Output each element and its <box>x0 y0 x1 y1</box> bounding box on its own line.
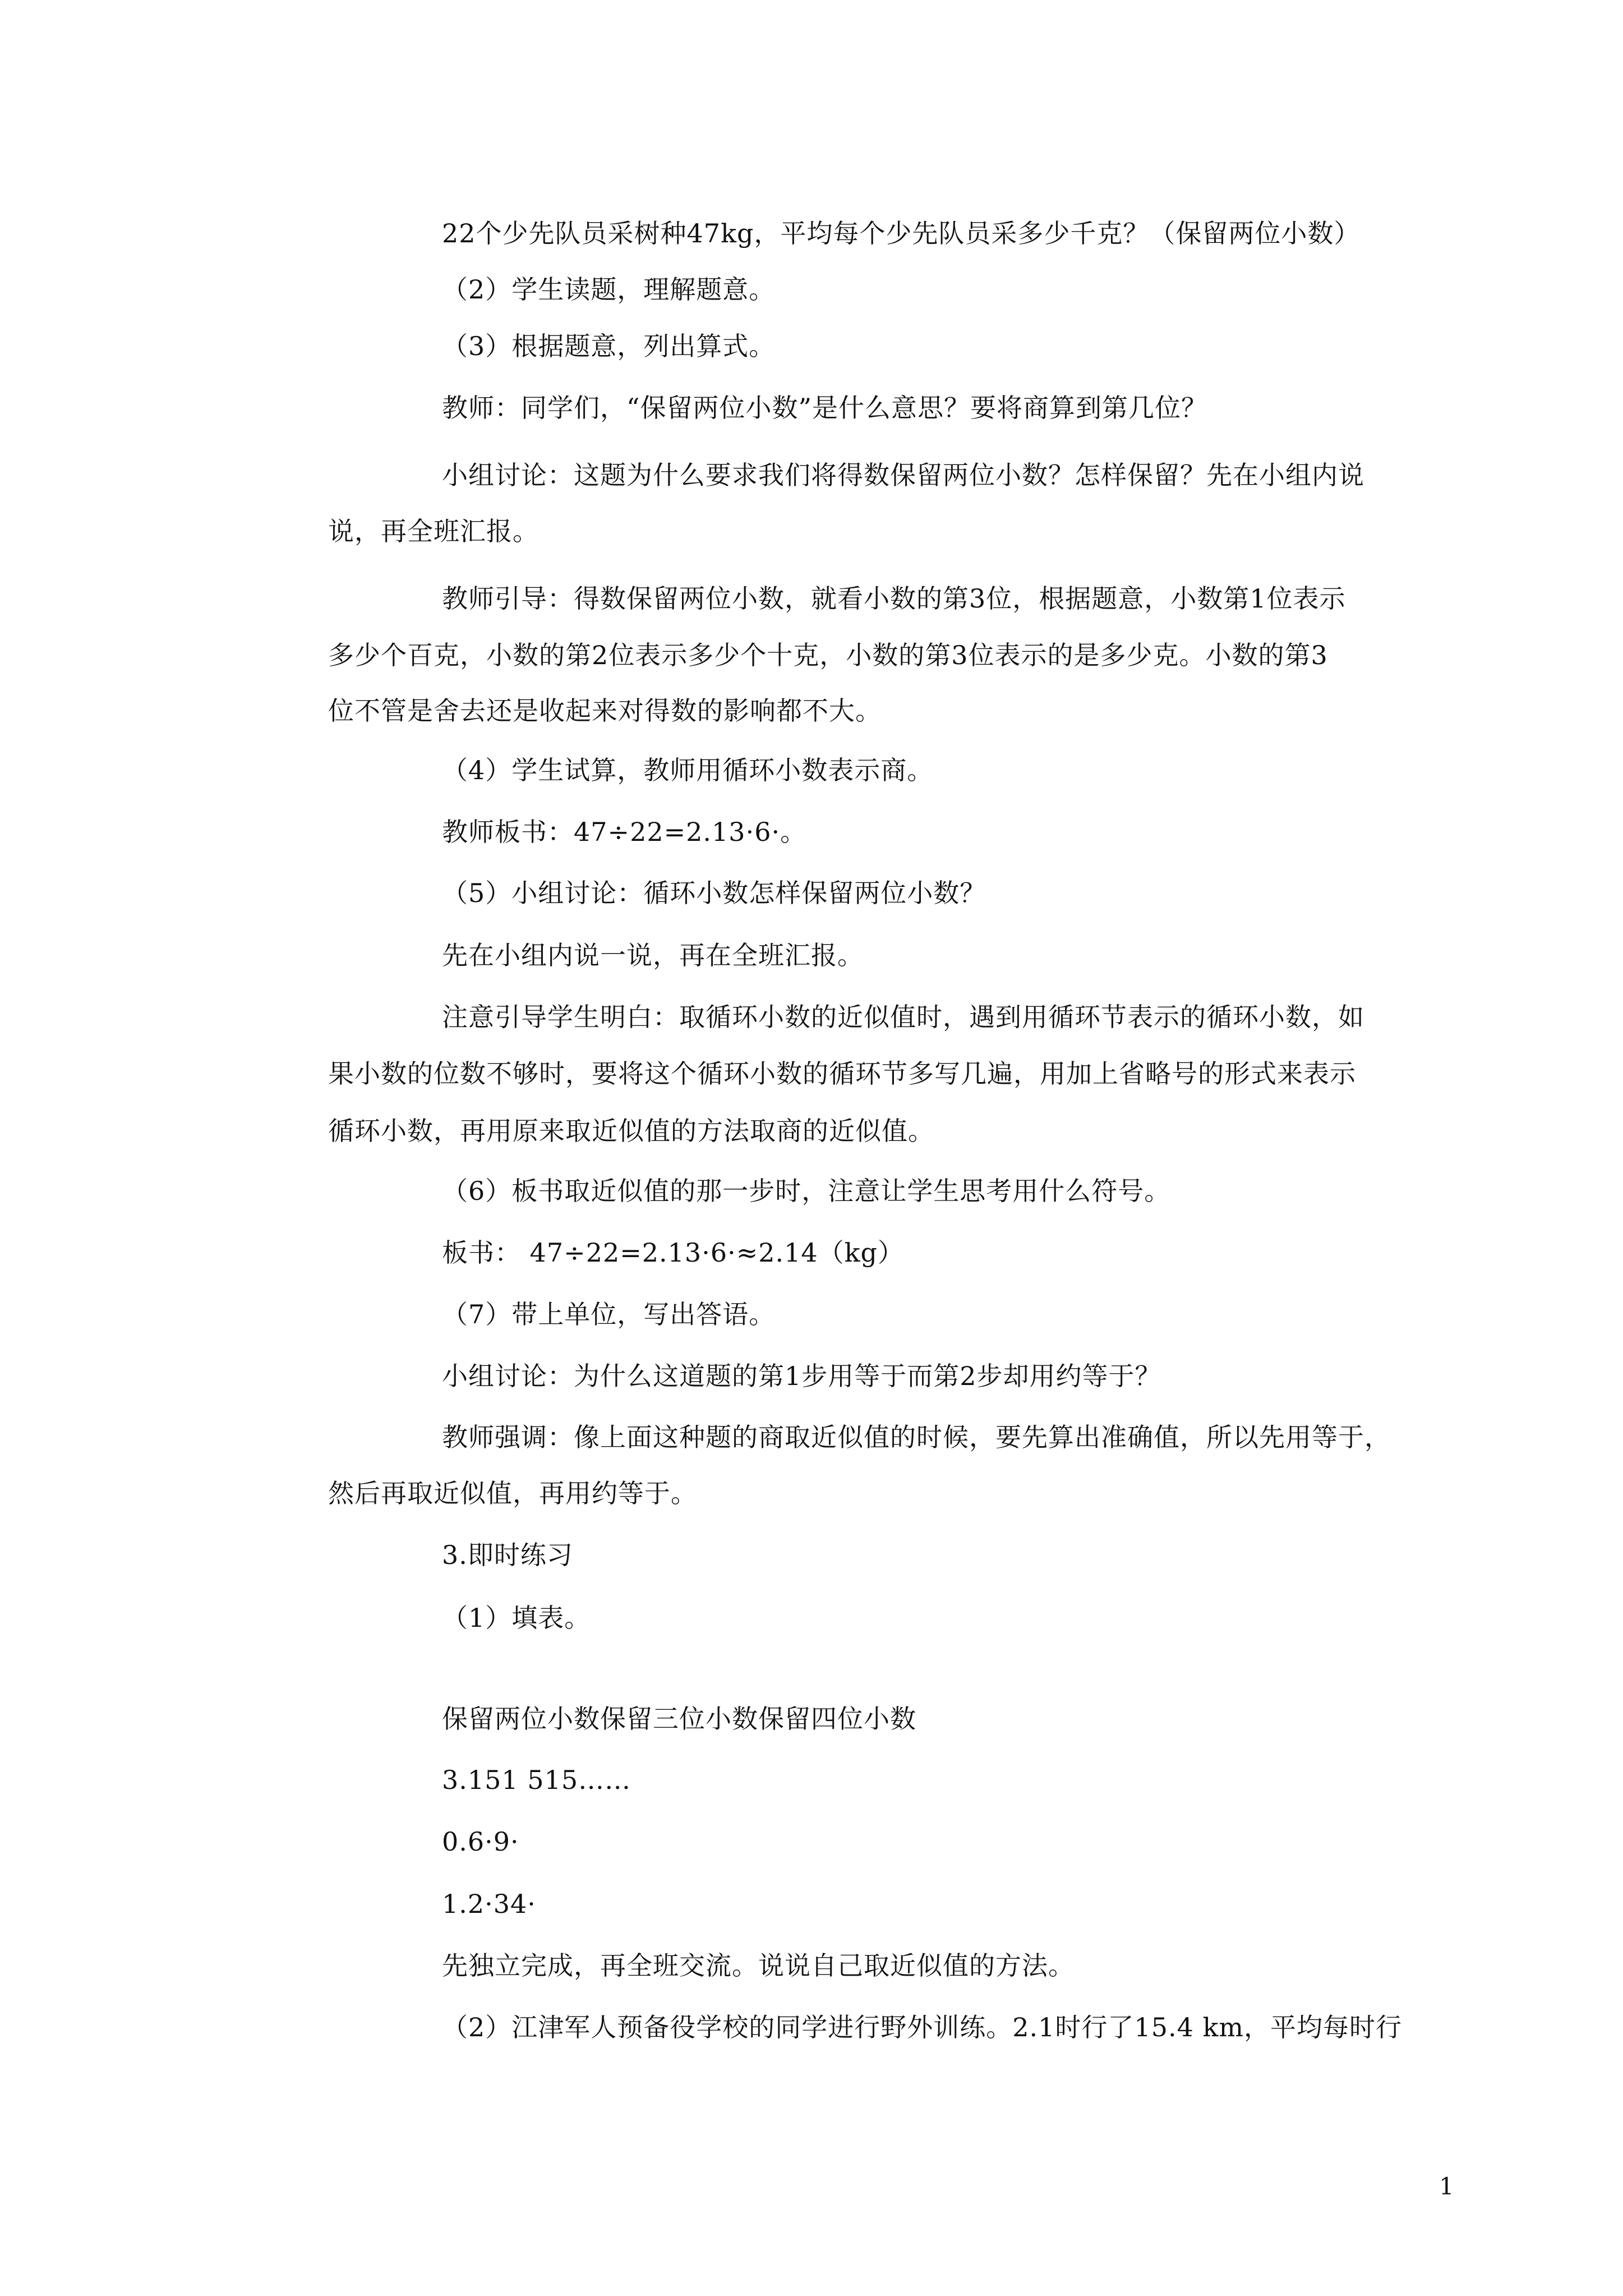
text-line: 先独立完成，再全班交流。说说自己取近似值的方法。 <box>442 1950 1075 1981</box>
text-line: 板书： 47÷22=2.13·6·≈2.14（kg） <box>442 1237 904 1268</box>
text-line: 保留两位小数保留三位小数保留四位小数 <box>442 1704 916 1734</box>
page-number: 1 <box>1439 2173 1454 2200</box>
text-line: 小组讨论：这题为什么要求我们将得数保留两位小数？怎样保留？先在小组内说 <box>442 460 1364 490</box>
text-line: （4）学生试算，教师用循环小数表示商。 <box>442 755 934 785</box>
text-line: （2）江津军人预备役学校的同学进行野外训练。2.1时行了15.4 km，平均每时行 <box>442 2012 1402 2042</box>
text-line: 教师板书：47÷22=2.13·6·。 <box>442 817 807 847</box>
text-line: 果小数的位数不够时，要将这个循环小数的循环节多写几遍，用加上省略号的形式来表示 <box>328 1059 1356 1089</box>
text-line: 3.151 515…… <box>442 1765 631 1795</box>
text-line: 22个少先队员采树种47kg，平均每个少先队员采多少千克？（保留两位小数） <box>442 218 1361 249</box>
text-line: 1.2·34· <box>442 1889 536 1919</box>
text-line: （1）填表。 <box>442 1603 591 1633</box>
text-line: （3）根据题意，列出算式。 <box>442 331 776 361</box>
text-line: （6）板书取近似值的那一步时，注意让学生思考用什么符号。 <box>442 1176 1171 1206</box>
text-line: 循环小数，再用原来取近似值的方法取商的近似值。 <box>328 1116 934 1146</box>
text-line: （5）小组讨论：循环小数怎样保留两位小数？ <box>442 878 986 908</box>
text-line: 多少个百克，小数的第2位表示多少个十克，小数的第3位表示的是多少克。小数的第3 <box>328 640 1328 670</box>
text-line: 说，再全班汇报。 <box>328 516 539 546</box>
text-line: 教师引导：得数保留两位小数，就看小数的第3位，根据题意，小数第1位表示 <box>442 583 1346 614</box>
text-line: 3.即时练习 <box>442 1540 573 1570</box>
text-line: 小组讨论：为什么这道题的第1步用等于而第2步却用约等于？ <box>442 1361 1161 1391</box>
text-line: （2）学生读题，理解题意。 <box>442 274 776 305</box>
text-line: 位不管是舍去还是收起来对得数的影响都不大。 <box>328 696 882 726</box>
text-line: 教师强调：像上面这种题的商取近似值的时候，要先算出准确值，所以先用等于， <box>442 1422 1391 1452</box>
text-line: 注意引导学生明白：取循环小数的近似值时，遇到用循环节表示的循环小数，如 <box>442 1002 1364 1032</box>
text-line: 先在小组内说一说，再在全班汇报。 <box>442 940 864 970</box>
text-line: 然后再取近似值，再用约等于。 <box>328 1478 697 1508</box>
text-line: 教师：同学们，“保留两位小数”是什么意思？要将商算到第几位？ <box>442 393 1208 423</box>
text-line: （7）带上单位，写出答语。 <box>442 1299 776 1329</box>
text-line: 0.6·9· <box>442 1826 519 1857</box>
